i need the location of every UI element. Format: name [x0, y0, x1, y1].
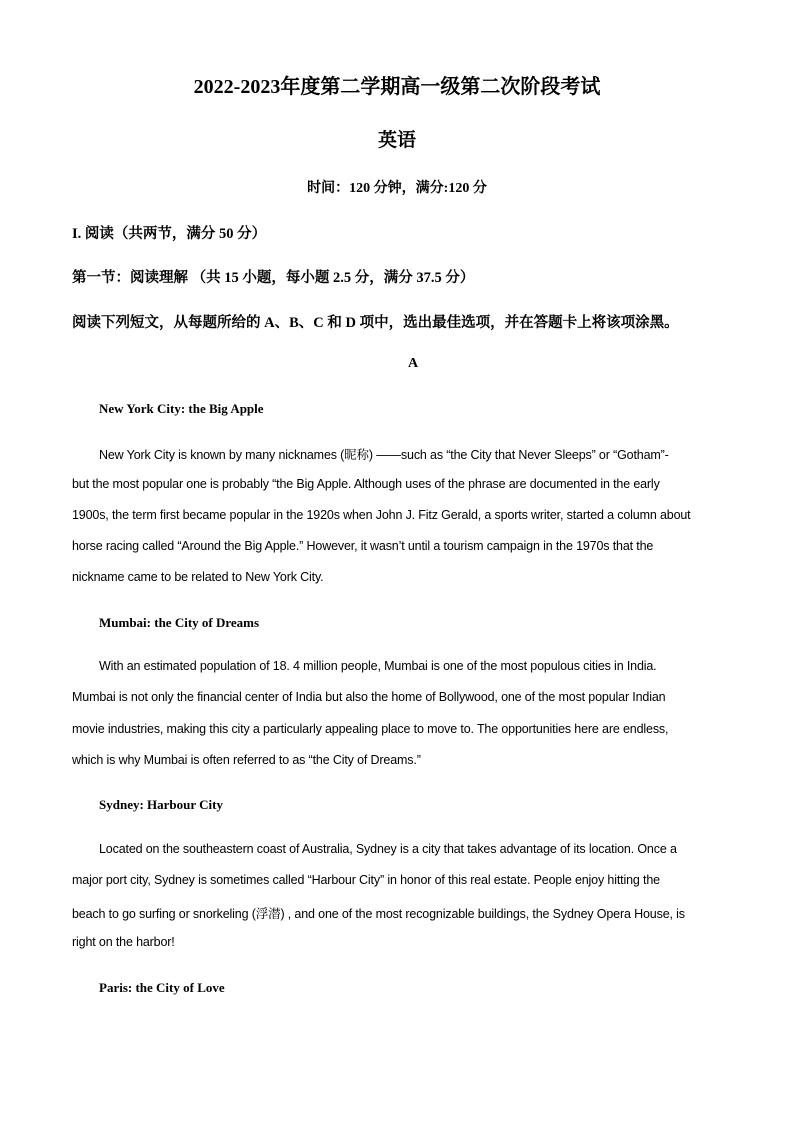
paragraph-line: major port city, Sydney is sometimes called “Harbour City” in honor of this real estate. People enjoy hitting the [72, 873, 660, 887]
part-heading: I. 阅读（共两节，满分 50 分） [72, 226, 267, 242]
subject-title: 英语 [377, 130, 416, 151]
paragraph-line: nickname came to be related to New York City. [72, 570, 324, 584]
paragraph-line: With an estimated population of 18. 4 million people, Mumbai is one of the most populous cities in India. [99, 659, 657, 673]
paragraph-line: right on the harbor! [72, 935, 175, 949]
paragraph-line: Located on the southeastern coast of Australia, Sydney is a city that takes advantage of its location. Once a [99, 842, 677, 856]
article-heading: Mumbai: the City of Dreams [99, 615, 260, 630]
article-heading: New York City: the Big Apple [99, 401, 264, 416]
exam-title: 2022-2023年度第二学期高一级第二次阶段考试 [193, 76, 601, 98]
instruction-text: 阅读下列短文，从每题所给的 A、B、C 和 D 项中，选出最佳选项，并在答题卡上将该项涂黑。 [72, 315, 679, 331]
paragraph-line: but the most popular one is probably “the Big Apple. Although uses of the phrase are documented in the early [72, 477, 660, 491]
paragraph-line: 1900s, the term first became popular in the 1920s when John J. Fitz Gerald, a sports writer, started a column about [72, 508, 691, 522]
paragraph-line: movie industries, making this city a particularly appealing place to move to. The opportunities here are endless, [72, 722, 669, 736]
paragraph-line: which is why Mumbai is often referred to as “the City of Dreams.” [72, 753, 421, 767]
paragraph-line: beach to go surfing or snorkeling (浮潜) , and one of the most recognizable buildings, the Sydney Opera House, is [72, 907, 685, 921]
paragraph-line: New York City is known by many nicknames (昵称) ——such as “the City that Never Sleeps” or “Gotham”- [99, 448, 669, 462]
paragraph-line: Mumbai is not only the financial center of India but also the home of Bollywood, one of the most popular Indian [72, 690, 666, 704]
exam-meta: 时间：120 分钟，满分:120 分 [307, 181, 487, 196]
article-heading: Paris: the City of Love [99, 980, 225, 995]
passage-letter: A [407, 356, 419, 371]
paragraph-line: horse racing called “Around the Big Apple.” However, it wasn’t until a tourism campaign in the 1970s that the [72, 539, 654, 553]
subpart-heading: 第一节：阅读理解 （共 15 小题，每小题 2.5 分，满分 37.5 分） [72, 270, 475, 286]
article-heading: Sydney: Harbour City [99, 797, 223, 812]
